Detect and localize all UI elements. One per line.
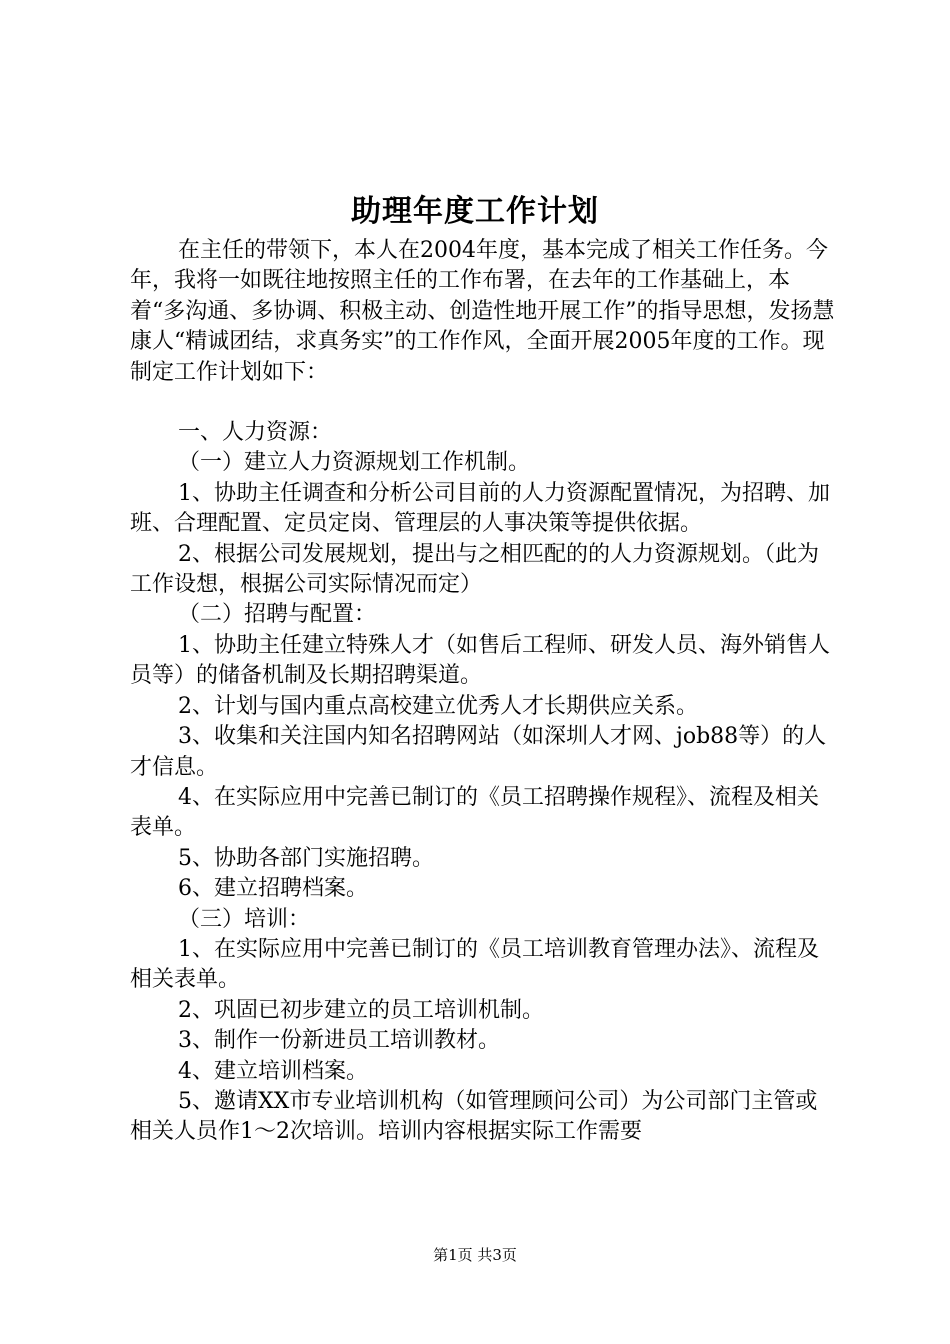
list-item: 2、根据公司发展规划，提出与之相匹配的的人力资源规划。（此为工作设想，根据公司实际情况而定） (130, 541, 819, 598)
page-title: 助理年度工作计划 (351, 194, 599, 229)
list-item: 3、收集和关注国内知名招聘网站（如深圳人才网、job88等）的人才信息。 (130, 724, 827, 780)
list-item: 1、在实际应用中完善已制订的《员工培训教育管理办法》、流程及相关表单。 (130, 936, 819, 993)
list-item: 2、计划与国内重点高校建立优秀人才长期供应关系。 (178, 693, 698, 719)
list-item: 4、在实际应用中完善已制订的《员工招聘操作规程》、流程及相关表单。 (130, 784, 819, 841)
page-footer: 第1页 共3页 (433, 1246, 517, 1264)
list-item: 6、建立招聘档案。 (178, 876, 368, 902)
subsection-heading: （三）培训： (178, 906, 311, 932)
list-item: 1、协助主任调查和分析公司目前的人力资源配置情况，为招聘、加班、合理配置、定员定岗、管理层的人事决策等提供依据。 (130, 480, 830, 537)
list-item: 3、制作一份新进员工培训教材。 (178, 1028, 500, 1054)
subsection-heading: （一）建立人力资源规划工作机制。 (178, 450, 531, 476)
document-body (130, 236, 835, 1148)
list-item: 5、协助各部门实施招聘。 (178, 845, 434, 871)
list-item: 4、建立培训档案。 (178, 1058, 368, 1084)
paragraph-gap (130, 388, 835, 418)
section-heading: 一、人力资源： (178, 420, 333, 446)
list-item: 2、巩固已初步建立的员工培训机制。 (178, 997, 544, 1023)
intro-paragraph: 在主任的带领下，本人在2004年度，基本完成了相关工作任务。今年，我将一如既往地按照主任的工作布署，在去年的工作基础上，本着“多沟通、多协调、积极主动、创造性地开展工作”的指导思想，发扬慧康人“精诚团结，求真务实”的工作作风，全面开展2005年度的工作。现制定工作计划如下： (130, 238, 835, 385)
list-item: 5、邀请XX市专业培训机构（如管理顾问公司）为公司部门主管或相关人员作1～2次培训。培训内容根据实际工作需要 (130, 1088, 818, 1145)
subsection-heading: （二）招聘与配置： (178, 602, 377, 628)
list-item: 1、协助主任建立特殊人才（如售后工程师、研发人员、海外销售人员等）的储备机制及长期招聘渠道。 (130, 632, 830, 689)
